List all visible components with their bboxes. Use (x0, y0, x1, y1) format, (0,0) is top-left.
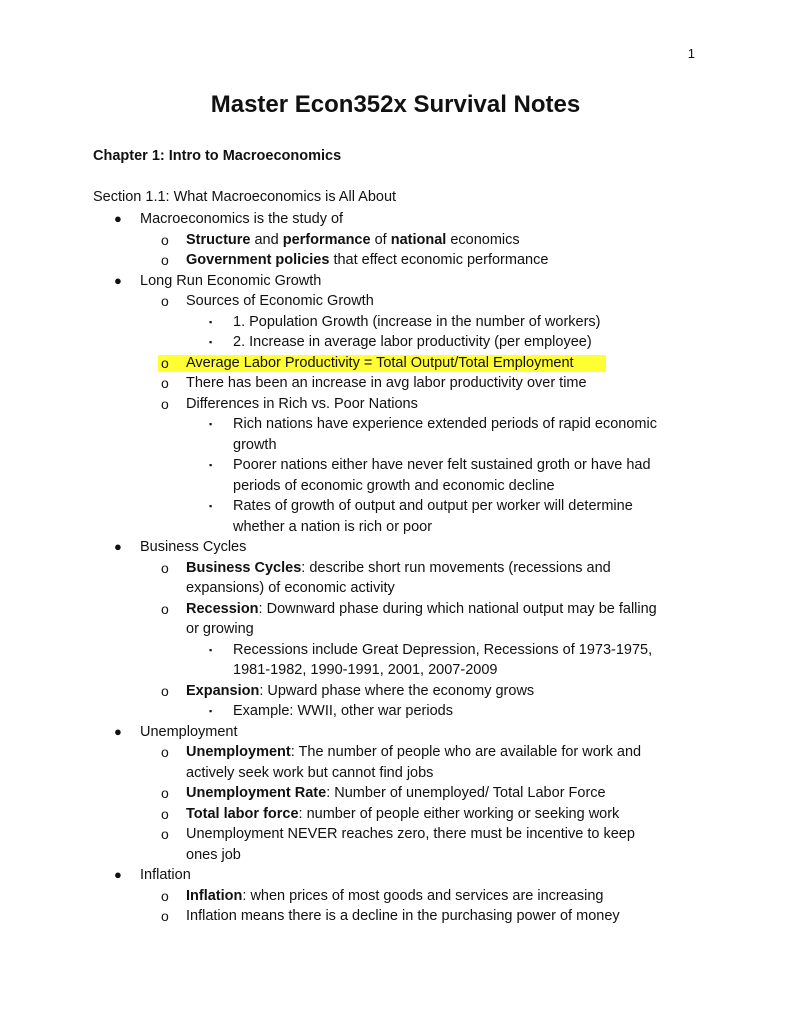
text-run: whether a nation is rich or poor (233, 518, 433, 535)
bullet-marker: o (161, 600, 169, 617)
text-run: Poorer nations either have never felt sustained groth or have had (233, 457, 651, 473)
bullet-marker: ▪ (209, 706, 213, 716)
outline-line (0, 578, 791, 599)
outline-line (0, 619, 791, 640)
text-run: that effect economic performance (329, 252, 549, 268)
text-run: economics (446, 231, 520, 248)
text-run: : Number of unemployed/ Total Labor Force (326, 785, 606, 801)
outline-line (0, 250, 791, 271)
outline-text (186, 742, 641, 763)
text-run: Recessions include Great Depression, Recessions of 1973-1975, (233, 641, 653, 658)
bullet-marker: ● (114, 867, 122, 882)
bullet-marker: o (161, 744, 169, 760)
text-run: Rates of growth of output and output per worker will determine (233, 498, 633, 514)
bullet-marker: o (161, 354, 169, 371)
outline-text (140, 722, 238, 743)
outline-text (186, 578, 395, 599)
text-run: Unemployment NEVER reaches zero, there must be incentive to keep (186, 826, 635, 842)
outline-text (186, 783, 606, 804)
text-run: Unemployment (140, 723, 238, 740)
bullet-marker: o (161, 887, 169, 904)
outline-text (186, 373, 587, 394)
bold-term: Structure (186, 231, 251, 248)
text-run: : when prices of most goods and services are increasing (242, 887, 604, 904)
bold-term: national (390, 231, 447, 248)
outline-text (186, 845, 241, 866)
outline-text (186, 230, 520, 251)
bullet-marker: ▪ (209, 316, 213, 327)
outline-text (140, 865, 191, 886)
text-run: or growing (186, 621, 254, 637)
text-run: Business Cycles (140, 539, 247, 555)
outline-line (0, 312, 791, 333)
outline-line (0, 640, 791, 661)
bullet-marker: o (161, 805, 169, 822)
outline-line (0, 865, 791, 886)
bullet-marker: ● (114, 211, 122, 226)
outline-text (233, 332, 592, 353)
text-run: 1981-1982, 1990-1991, 2001, 2007-2009 (233, 662, 498, 678)
outline-line (0, 332, 791, 353)
text-run: Rich nations have experience extended periods of rapid economic (233, 416, 657, 432)
outline-text (186, 353, 574, 374)
bullet-marker: ● (114, 723, 122, 739)
bullet-marker: o (161, 395, 169, 412)
text-run: Inflation means there is a decline in the purchasing power of money (186, 908, 620, 924)
bullet-marker: ▪ (209, 501, 213, 511)
outline-text (233, 476, 555, 497)
outline-text (186, 763, 433, 784)
bullet-marker: ● (114, 272, 122, 288)
bullet-marker: o (161, 908, 169, 924)
outline-text (186, 681, 534, 702)
bold-term: Unemployment (186, 744, 291, 760)
bold-term: Unemployment Rate (186, 785, 327, 801)
text-run: growth (233, 436, 277, 453)
text-run: Long Run Economic Growth (140, 272, 322, 289)
text-run: : Downward phase during which national output may be falling (258, 600, 657, 617)
document-title: Master Econ352x Survival Notes (210, 91, 581, 118)
outline-text (233, 660, 497, 681)
outline-text (186, 886, 603, 907)
text-run: : describe short run movements (recessions and (301, 559, 611, 576)
bullet-marker: ▪ (209, 460, 213, 470)
outline-line (0, 455, 791, 476)
text-run: and (250, 231, 283, 248)
bullet-marker: ▪ (209, 337, 213, 347)
outline-text (233, 435, 277, 456)
outline-text (233, 414, 657, 435)
text-run: 1. Population Growth (increase in the number of workers) (233, 313, 601, 330)
outline-text (140, 271, 321, 292)
bullet-marker: ● (114, 539, 122, 554)
outline-text (233, 455, 651, 476)
outline-line (0, 763, 791, 784)
outline-line (0, 599, 791, 620)
text-run: periods of economic growth and economic decline (233, 477, 555, 494)
outline-line (0, 558, 791, 579)
bullet-marker: o (161, 785, 169, 801)
bullet-marker: ▪ (209, 419, 213, 429)
outline-line (0, 783, 791, 804)
outline-line (0, 291, 791, 312)
outline-text (186, 906, 620, 927)
text-run: ones job (186, 846, 241, 863)
text-run: Example: WWII, other war periods (233, 703, 453, 719)
outline-text (186, 599, 657, 620)
text-run: : number of people either working or seeking work (298, 805, 620, 822)
outline-text (233, 496, 633, 517)
outline-text (186, 824, 635, 845)
outline-text (140, 209, 343, 230)
outline-line (0, 435, 791, 456)
bullet-marker: o (161, 375, 169, 391)
outline-text (186, 804, 619, 825)
outline-text (233, 701, 453, 722)
outline-text (233, 312, 601, 333)
outline-line (0, 271, 791, 292)
outline-line (0, 230, 791, 251)
outline-line (0, 722, 791, 743)
bold-term: Government policies (186, 252, 330, 268)
bullet-marker: o (161, 826, 169, 842)
bold-term: Inflation (186, 887, 243, 904)
outline-line (0, 537, 791, 558)
outline-line (0, 681, 791, 702)
bullet-marker: o (161, 293, 169, 309)
outline-line (0, 701, 791, 722)
bullet-marker: o (161, 231, 169, 248)
outline-text (186, 619, 254, 640)
bullet-marker: o (161, 252, 169, 268)
outline-text (186, 291, 374, 312)
bullet-marker: ▪ (209, 644, 213, 655)
outline-line (0, 886, 791, 907)
outline-line (0, 209, 791, 230)
outline-line (0, 353, 791, 374)
outline-text (233, 640, 652, 661)
outline-line (0, 906, 791, 927)
outline-line (0, 414, 791, 435)
outline-line (0, 394, 791, 415)
outline-line (0, 742, 791, 763)
bold-term: Expansion (186, 682, 260, 699)
text-run: There has been an increase in avg labor productivity over time (186, 375, 587, 391)
outline-line (0, 517, 791, 538)
text-run: Macroeconomics is the study of (140, 211, 344, 227)
text-run: of (370, 231, 391, 248)
bold-term: performance (282, 231, 371, 248)
text-run: Differences in Rich vs. Poor Nations (186, 395, 418, 412)
text-run: Sources of Economic Growth (186, 293, 374, 309)
text-run: : Upward phase where the economy grows (259, 682, 535, 699)
outline-line (0, 476, 791, 497)
bullet-marker: o (161, 682, 169, 699)
bold-term: Recession (186, 600, 259, 617)
outline-line (0, 824, 791, 845)
text-run: actively seek work but cannot find jobs (186, 764, 434, 781)
outline-line (0, 373, 791, 394)
chapter-heading: Chapter 1: Intro to Macroeconomics (93, 148, 342, 164)
text-run: 2. Increase in average labor productivity (per employee) (233, 334, 592, 350)
section-heading: Section 1.1: What Macroeconomics is All About (93, 189, 397, 205)
outline-line (0, 845, 791, 866)
text-run: Inflation (140, 867, 191, 883)
outline-text (186, 558, 611, 579)
outline-text (233, 517, 432, 538)
outline-line (0, 660, 791, 681)
outline-text (186, 394, 418, 415)
bullet-marker: o (161, 559, 169, 576)
bold-term: Total labor force (186, 805, 299, 822)
page-number: 1 (687, 46, 695, 61)
text-run: expansions) of economic activity (186, 580, 395, 596)
outline-text (186, 250, 548, 271)
outline-line (0, 804, 791, 825)
text-run: Average Labor Productivity = Total Output/Total Employment (186, 354, 574, 371)
outline-text (140, 537, 246, 558)
text-run: : The number of people who are available for work and (290, 744, 642, 760)
notes-outline (0, 209, 791, 927)
bold-term: Business Cycles (186, 559, 302, 576)
outline-line (0, 496, 791, 517)
